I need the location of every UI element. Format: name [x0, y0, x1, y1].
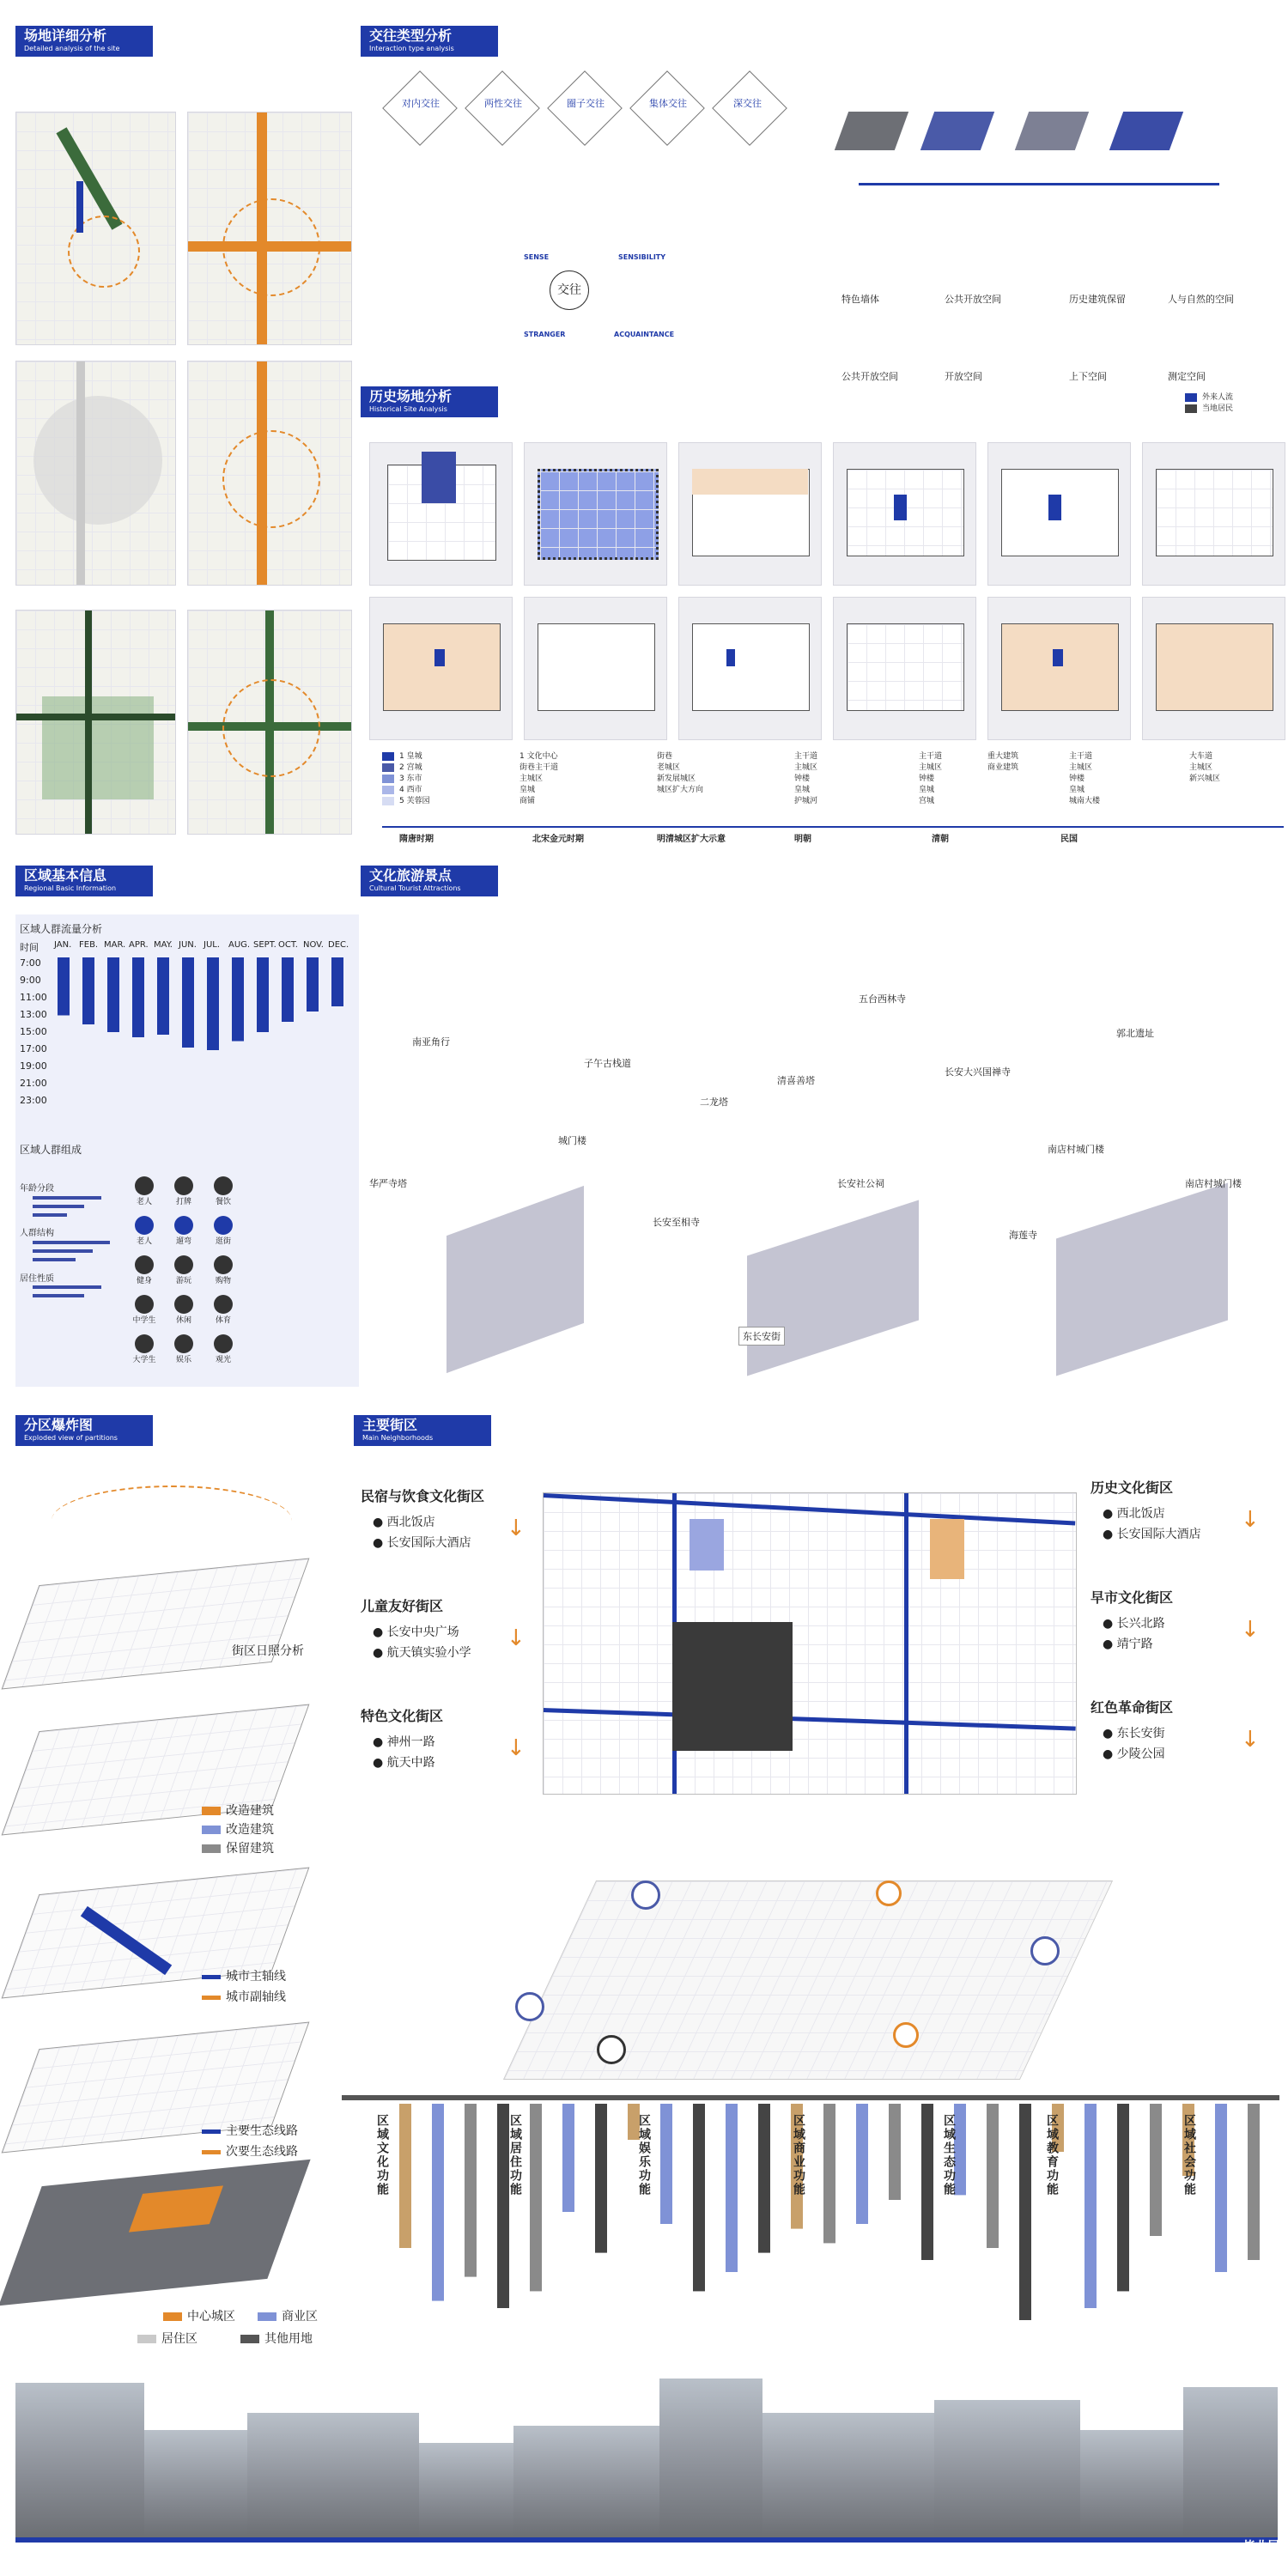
- neighborhood-item: ● 长兴北路: [1103, 1617, 1165, 1631]
- neighborhood-item: ● 长安中央广场: [373, 1625, 459, 1639]
- regional-panel: [15, 914, 359, 1387]
- section-interaction-tag: [361, 26, 498, 57]
- neighborhoods-left: [361, 1485, 532, 1795]
- down-arrow-icon: ↓: [1241, 1617, 1260, 1643]
- person-icon: [214, 1295, 233, 1314]
- function-bar: [660, 2104, 672, 2224]
- function-bar: [693, 2104, 705, 2291]
- activity-icon: 购物: [206, 1255, 240, 1285]
- section-history-tag: [361, 386, 498, 417]
- neighborhood-title: 民宿与饮食文化街区: [361, 1488, 485, 1504]
- section-site-sub: Detailed analysis of the site: [24, 45, 120, 52]
- function-bar: [1084, 2104, 1097, 2308]
- function-label-2: 区域娱乐功能: [637, 2114, 651, 2196]
- flow-bar: [107, 957, 119, 1032]
- attraction-4: 长安大兴国禅寺: [945, 1066, 1011, 1078]
- legend-col-6: 重大建筑 商业建筑: [987, 752, 1019, 772]
- person-icon: [174, 1216, 193, 1235]
- activity-icon: 打牌: [167, 1176, 201, 1206]
- section-neighborhoods-title: 主要街区: [362, 1417, 418, 1433]
- neighborhood-group: [1091, 1477, 1260, 1545]
- person-icon: [135, 1216, 154, 1235]
- time-label: 15:00: [20, 1026, 47, 1037]
- function-bar: [1248, 2104, 1260, 2260]
- section-history-sub: Historical Site Analysis: [369, 405, 447, 413]
- neighborhood-item: ● 长安国际大酒店: [373, 1536, 471, 1550]
- section-regional-sub: Regional Basic Information: [24, 884, 117, 892]
- neighborhood-title: 红色革命街区: [1091, 1699, 1174, 1716]
- interaction-type-2: 两性交往: [460, 77, 543, 155]
- iso-timeline: [859, 183, 1219, 185]
- time-label: 时间: [20, 942, 39, 953]
- history-panels: [361, 442, 1284, 743]
- time-label: 21:00: [20, 1078, 47, 1089]
- exploded-stack: [17, 1485, 326, 2327]
- history-legend: [382, 751, 1284, 820]
- neighborhood-group: [361, 1705, 526, 1773]
- flow-bar: [331, 957, 343, 1006]
- site-map-2: [187, 112, 352, 345]
- neighborhood-item: ● 少陵公园: [1103, 1747, 1165, 1761]
- activity-icons: [127, 1176, 247, 1382]
- activity-icon: 健身: [127, 1255, 161, 1285]
- attraction-0: 南亚角行: [412, 1036, 450, 1048]
- activity-icon: 逛街: [206, 1216, 240, 1246]
- function-bar: [562, 2104, 574, 2212]
- activity-icon: 大学生: [127, 1334, 161, 1364]
- activity-icon: 中学生: [127, 1295, 161, 1325]
- site-map-grid: [15, 112, 350, 833]
- interaction-type-5: 深交往: [708, 77, 790, 155]
- word-stranger: STRANGER: [524, 331, 566, 338]
- word-sensibility: SENSIBILITY: [618, 253, 666, 261]
- month-label: JUL.: [204, 940, 221, 950]
- neighborhood-item: ● 航天镇实验小学: [373, 1646, 471, 1660]
- down-arrow-icon: ↓: [1241, 1507, 1260, 1533]
- function-label-0: 区域文化功能: [375, 2114, 389, 2196]
- month-label: APR.: [129, 940, 149, 950]
- flow-bar: [82, 957, 94, 1024]
- attraction-11: 海莲寺: [1009, 1230, 1037, 1241]
- person-icon: [174, 1255, 193, 1274]
- function-bar: [889, 2104, 901, 2200]
- exploded-legend-1: 改造建筑 改造建筑 保留建筑: [202, 1801, 274, 1858]
- flow-bar: [257, 957, 269, 1032]
- iso-blocks: [841, 103, 1202, 163]
- function-bar: [1019, 2104, 1031, 2320]
- site-map-6: [187, 610, 352, 835]
- neighborhoods-right: [1091, 1477, 1279, 1803]
- flow-bar: [182, 957, 194, 1048]
- exploded-legend-2: 城市主轴线 城市副轴线: [202, 1966, 286, 2008]
- person-icon: [135, 1176, 154, 1195]
- person-icon: [174, 1176, 193, 1195]
- site-map-4: [187, 361, 352, 586]
- month-label: JUN.: [179, 940, 197, 950]
- activity-icon: 老人: [127, 1176, 161, 1206]
- down-arrow-icon: ↓: [1241, 1727, 1260, 1753]
- neighborhood-item: ● 神州一路: [373, 1735, 435, 1749]
- attraction-2: 五台西林寺: [859, 993, 906, 1005]
- down-arrow-icon: ↓: [507, 1735, 526, 1761]
- flow-title: 区域人群流量分析: [20, 923, 103, 935]
- function-bar: [921, 2104, 933, 2260]
- person-icon: [214, 1334, 233, 1353]
- neighborhood-item: ● 西北饭店: [373, 1516, 435, 1529]
- activity-icon: 观光: [206, 1334, 240, 1364]
- section-neighborhoods-tag: [354, 1415, 491, 1446]
- interaction-type-1: 对内交往: [378, 77, 460, 155]
- attraction-14: 东长安街: [738, 1327, 785, 1346]
- section-site-tag: [15, 26, 153, 57]
- footer-watermark: [1133, 2537, 1279, 2563]
- attraction-map: [369, 902, 1279, 1391]
- attraction-6: 城门楼: [558, 1135, 586, 1146]
- neighborhood-item: ● 靖宁路: [1103, 1637, 1153, 1651]
- activity-icon: 遛弯: [167, 1216, 201, 1246]
- interaction-type-3: 圈子交往: [543, 77, 625, 155]
- function-bar: [465, 2104, 477, 2277]
- function-bar: [726, 2104, 738, 2272]
- person-icon: [174, 1334, 193, 1353]
- flow-bar: [282, 957, 294, 1022]
- attraction-13: 南店村城门楼: [1185, 1178, 1242, 1189]
- neighborhood-map: [543, 1492, 1077, 1795]
- function-baseline: [342, 2095, 1279, 2100]
- section-culture-sub: Cultural Tourist Attractions: [369, 884, 461, 892]
- age-label: 年龄分段: [20, 1184, 54, 1194]
- time-label: 19:00: [20, 1060, 47, 1072]
- function-bar: [1117, 2104, 1129, 2291]
- flow-bar: [157, 957, 169, 1035]
- flow-bar: [307, 957, 319, 1012]
- section-site-title: 场地详细分析: [24, 27, 107, 44]
- month-label: MAY.: [154, 940, 173, 950]
- function-bar: [987, 2104, 999, 2248]
- activity-icon: 娱乐: [167, 1334, 201, 1364]
- function-bar: [1150, 2104, 1162, 2236]
- function-bar: [530, 2104, 542, 2291]
- time-label: 7:00: [20, 957, 41, 969]
- neighborhood-group: [361, 1595, 526, 1663]
- person-icon: [135, 1295, 154, 1314]
- space-legend: 外来人流 当地居民: [1185, 391, 1233, 413]
- neighborhood-item: ● 长安国际大酒店: [1103, 1528, 1201, 1541]
- time-label: 17:00: [20, 1043, 47, 1054]
- flow-bar: [58, 957, 70, 1016]
- section-interaction-sub: Interaction type analysis: [369, 45, 454, 52]
- neighborhood-item: ● 西北饭店: [1103, 1507, 1165, 1521]
- section-interaction-title: 交往类型分析: [369, 27, 453, 44]
- section-exploded-tag: [15, 1415, 153, 1446]
- month-label: DEC.: [328, 940, 349, 950]
- street-photo-strip: [15, 2379, 1278, 2550]
- attraction-7: 二龙塔: [700, 1097, 728, 1108]
- section-regional-title: 区域基本信息: [24, 867, 107, 884]
- month-label: MAR.: [104, 940, 126, 950]
- neighborhood-item: ● 东长安街: [1103, 1727, 1165, 1741]
- composition-title: 区域人群组成: [20, 1144, 82, 1156]
- time-label: 23:00: [20, 1095, 47, 1106]
- person-icon: [214, 1255, 233, 1274]
- residence-label: 居住性质: [20, 1274, 54, 1284]
- activity-icon: 老人: [127, 1216, 161, 1246]
- footer-brand: 毕业展: [1243, 2540, 1279, 2554]
- attraction-10: 长安社公祠: [837, 1178, 884, 1189]
- person-icon: [214, 1216, 233, 1235]
- section-culture-title: 文化旅游景点: [369, 867, 453, 884]
- flow-bar: [232, 957, 244, 1042]
- month-label: FEB.: [79, 940, 99, 950]
- legend-col-1: 1 皇城 2 宫城 3 东市 4 西市 5 芙蓉园: [382, 751, 430, 807]
- legend-col-5: 主干道 主城区 钟楼 皇城 宫城: [919, 752, 943, 805]
- section-regional-tag: [15, 866, 153, 896]
- function-label-3: 区域商业功能: [792, 2114, 805, 2196]
- interaction-type-4: 集体交往: [625, 77, 708, 155]
- activity-icon: 休闲: [167, 1295, 201, 1325]
- neighborhood-group: [1091, 1697, 1260, 1765]
- neighborhood-title: 早市文化街区: [1091, 1589, 1174, 1606]
- legend-col-3: 街巷 老城区 新发展城区 城区扩大方向: [657, 752, 704, 794]
- month-label: NOV.: [303, 940, 324, 950]
- site-map-3: [15, 361, 176, 586]
- site-map-1: [15, 112, 176, 345]
- network-map: [515, 1863, 1116, 2095]
- time-label: 13:00: [20, 1009, 47, 1020]
- space-labels: 特色墙体 公共开放空间 历史建筑保留 人与自然的空间 公共开放空间 开放空间 上下空间 测定空间: [841, 294, 1234, 382]
- timeline-line: [382, 826, 1284, 828]
- site-map-5: [15, 610, 176, 835]
- flow-chart: [54, 957, 355, 1112]
- legend-col-2: 1 文化中心 街巷主干道 主城区 皇城 商铺: [519, 752, 559, 805]
- function-bar: [399, 2104, 411, 2248]
- section-history-title: 历史场地分析: [369, 388, 453, 404]
- months-row: [54, 940, 355, 952]
- function-label-4: 区域生态功能: [942, 2114, 956, 2196]
- function-bar: [595, 2104, 607, 2253]
- neighborhood-title: 儿童友好街区: [361, 1598, 444, 1614]
- month-label: SEPT.: [253, 940, 276, 950]
- section-exploded-title: 分区爆炸图: [24, 1417, 94, 1433]
- down-arrow-icon: ↓: [507, 1625, 526, 1651]
- function-label-6: 区域社会功能: [1182, 2114, 1196, 2196]
- timeline-periods: 隋唐时期 北宋金元时期 明清城区扩大示意 明朝 清朝 民国: [399, 835, 1078, 844]
- section-neighborhoods-sub: Main Neighborhoods: [362, 1434, 434, 1442]
- function-label-1: 区域居住功能: [508, 2114, 522, 2196]
- down-arrow-icon: ↓: [507, 1516, 526, 1541]
- sun-arc: [52, 1485, 292, 1556]
- month-label: AUG.: [228, 940, 251, 950]
- function-bar: [1215, 2104, 1227, 2272]
- function-label-5: 区域教育功能: [1045, 2114, 1059, 2196]
- footer-url: zafa.mishu.org.cn: [1202, 2555, 1279, 2564]
- activity-icon: 餐饮: [206, 1176, 240, 1206]
- times-column: [20, 957, 54, 1112]
- attraction-1: 子午古栈道: [584, 1058, 631, 1069]
- word-acquaintance: ACQUAINTANCE: [614, 331, 675, 338]
- activity-icon: 游玩: [167, 1255, 201, 1285]
- neighborhood-group: [361, 1485, 526, 1553]
- word-sense: SENSE: [524, 253, 550, 261]
- neighborhood-group: [1091, 1587, 1260, 1655]
- exploded-legend-3: 主要生态线路 次要生态线路: [202, 2121, 298, 2162]
- interaction-center: 交往: [550, 270, 589, 310]
- neighborhood-item: ● 航天中路: [373, 1756, 435, 1770]
- interaction-types: [378, 77, 790, 163]
- attraction-9: 长安至相寺: [653, 1217, 700, 1228]
- attraction-5: 郭北遗址: [1116, 1028, 1154, 1039]
- attraction-12: 南店村城门楼: [1048, 1144, 1104, 1155]
- function-bar: [758, 2104, 770, 2253]
- legend-col-8: 大车道 主城区 新兴城区: [1189, 752, 1221, 783]
- sunlight-label: 街区日照分析: [232, 1644, 304, 1658]
- section-exploded-sub: Exploded view of partitions: [24, 1434, 118, 1442]
- person-icon: [135, 1334, 154, 1353]
- person-icon: [214, 1176, 233, 1195]
- month-label: JAN.: [54, 940, 72, 950]
- person-icon: [174, 1295, 193, 1314]
- attraction-3: 清喜善塔: [777, 1075, 815, 1086]
- legend-col-7: 主干道 主城区 钟楼 皇城 城南大楼: [1069, 752, 1101, 805]
- activity-icon: 体育: [206, 1295, 240, 1325]
- person-icon: [135, 1255, 154, 1274]
- time-label: 9:00: [20, 975, 41, 986]
- legend-col-4: 主干道 主城区 钟楼 皇城 护城河: [794, 752, 818, 805]
- function-bar: [823, 2104, 835, 2243]
- time-label: 11:00: [20, 992, 47, 1003]
- flow-bar: [132, 957, 144, 1037]
- section-culture-tag: [361, 866, 498, 896]
- month-label: OCT.: [278, 940, 298, 950]
- function-bar: [856, 2104, 868, 2224]
- structure-label: 人群结构: [20, 1229, 54, 1238]
- neighborhood-title: 历史文化街区: [1091, 1479, 1174, 1496]
- flow-bar: [207, 957, 219, 1050]
- function-bar: [432, 2104, 444, 2301]
- attraction-8: 华严寺塔: [369, 1178, 407, 1189]
- neighborhood-title: 特色文化街区: [361, 1708, 444, 1724]
